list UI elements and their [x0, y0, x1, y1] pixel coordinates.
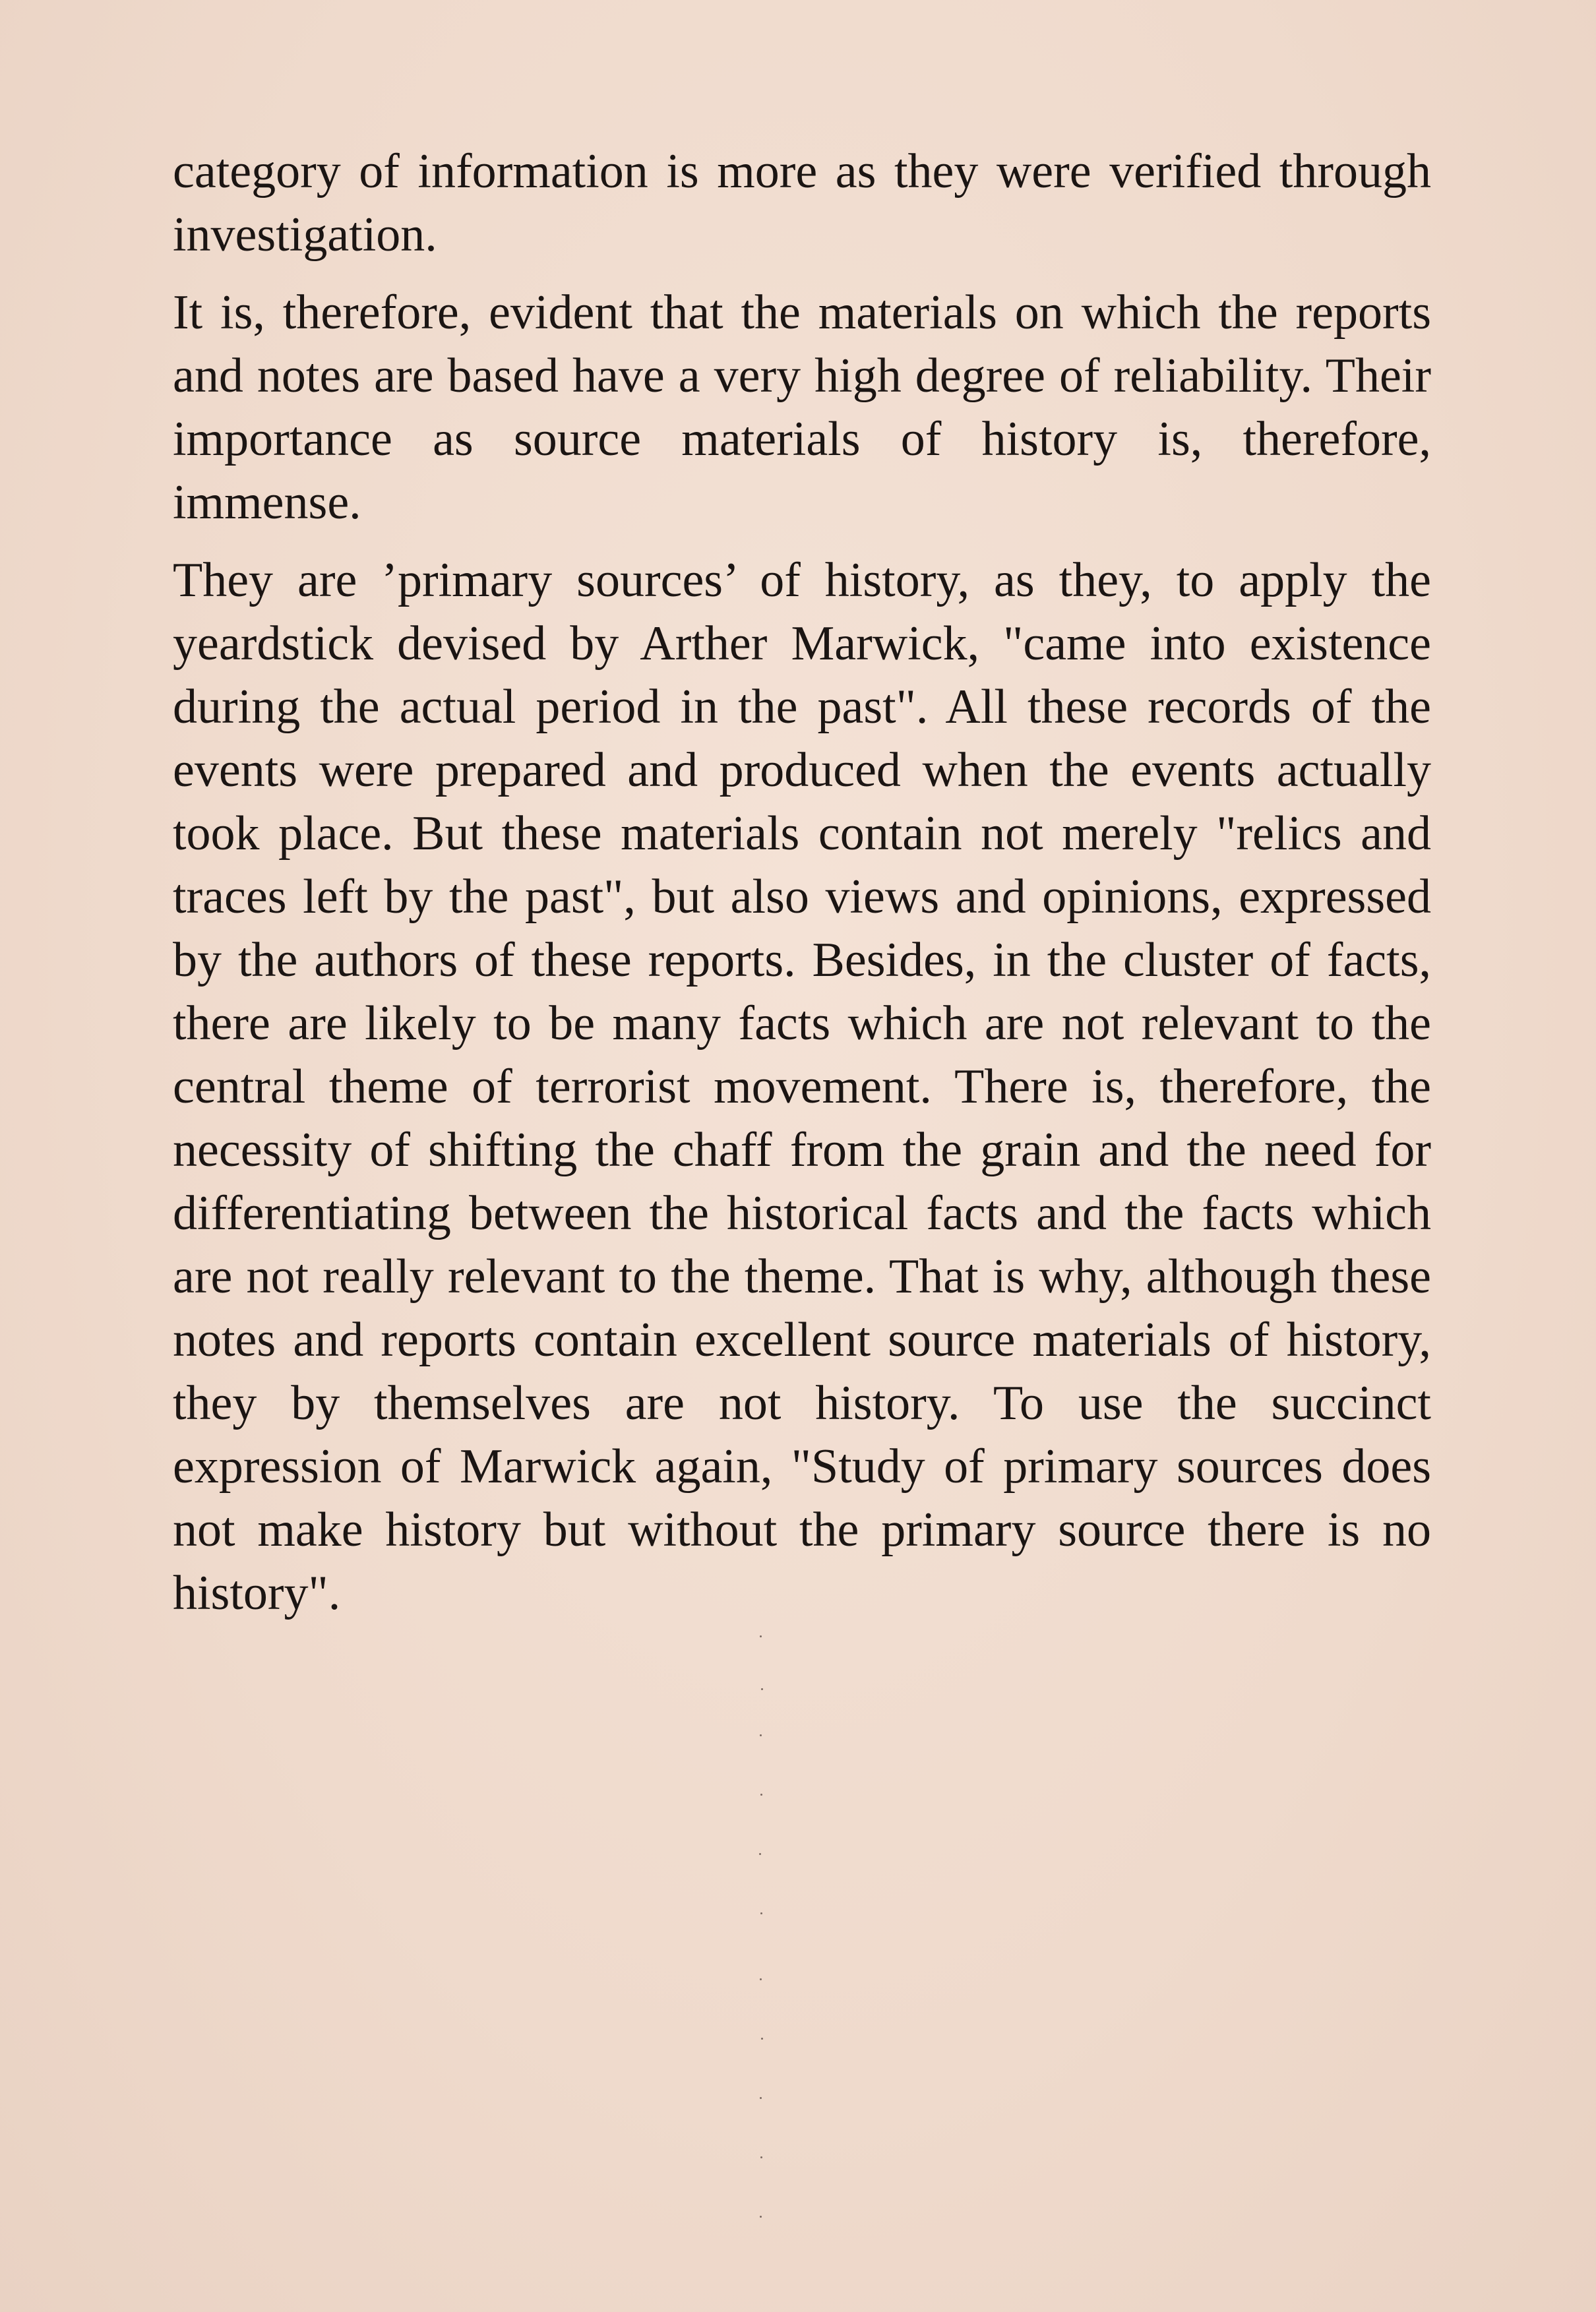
dot-mark — [760, 2156, 762, 2158]
paragraph-3: They are ’primary sources’ of history, as they, to apply the yeardstick devised by Arther Marwick, "came into existence during the actual period in the past". All these records of the events were prepared and produced when the events actually took place. But these materials contain not merely "relics and traces left by the past", but also views and opinions, expressed by the authors of these reports. Besides, in the cluster of facts, there are likely to be many facts which are not relevant to the central theme of terrorist movement. There is, therefore, the necessity of shifting the chaff from the grain and the need for differentiating between the historical facts and the facts which are not really relevant to the theme. That is why, although these notes and reports contain excellent source materials of history, they by themselves are not history. To use the succinct expression of Marwick again, "Study of primary sources does not make history but without the primary source there is no history". — [173, 553, 1431, 1620]
dot-mark — [760, 1912, 762, 1914]
dot-mark — [760, 1978, 762, 1980]
paragraph-1: category of information is more as they were verified through investigation. — [173, 144, 1431, 262]
body-text — [173, 140, 1431, 1639]
dot-mark — [760, 1635, 762, 1637]
dot-mark — [761, 1688, 763, 1690]
paragraph-2: It is, therefore, evident that the materials on which the reports and notes are based have a very high degree of reliability. Their importance as source materials of history is, therefore, immense. — [173, 286, 1431, 530]
dot-mark — [761, 2038, 763, 2040]
dot-mark — [760, 1734, 762, 1736]
binding-dots — [758, 1635, 765, 2229]
dot-mark — [760, 1794, 762, 1796]
dot-mark — [760, 2097, 762, 2099]
dot-mark — [760, 2216, 762, 2218]
dot-mark — [759, 1853, 761, 1855]
